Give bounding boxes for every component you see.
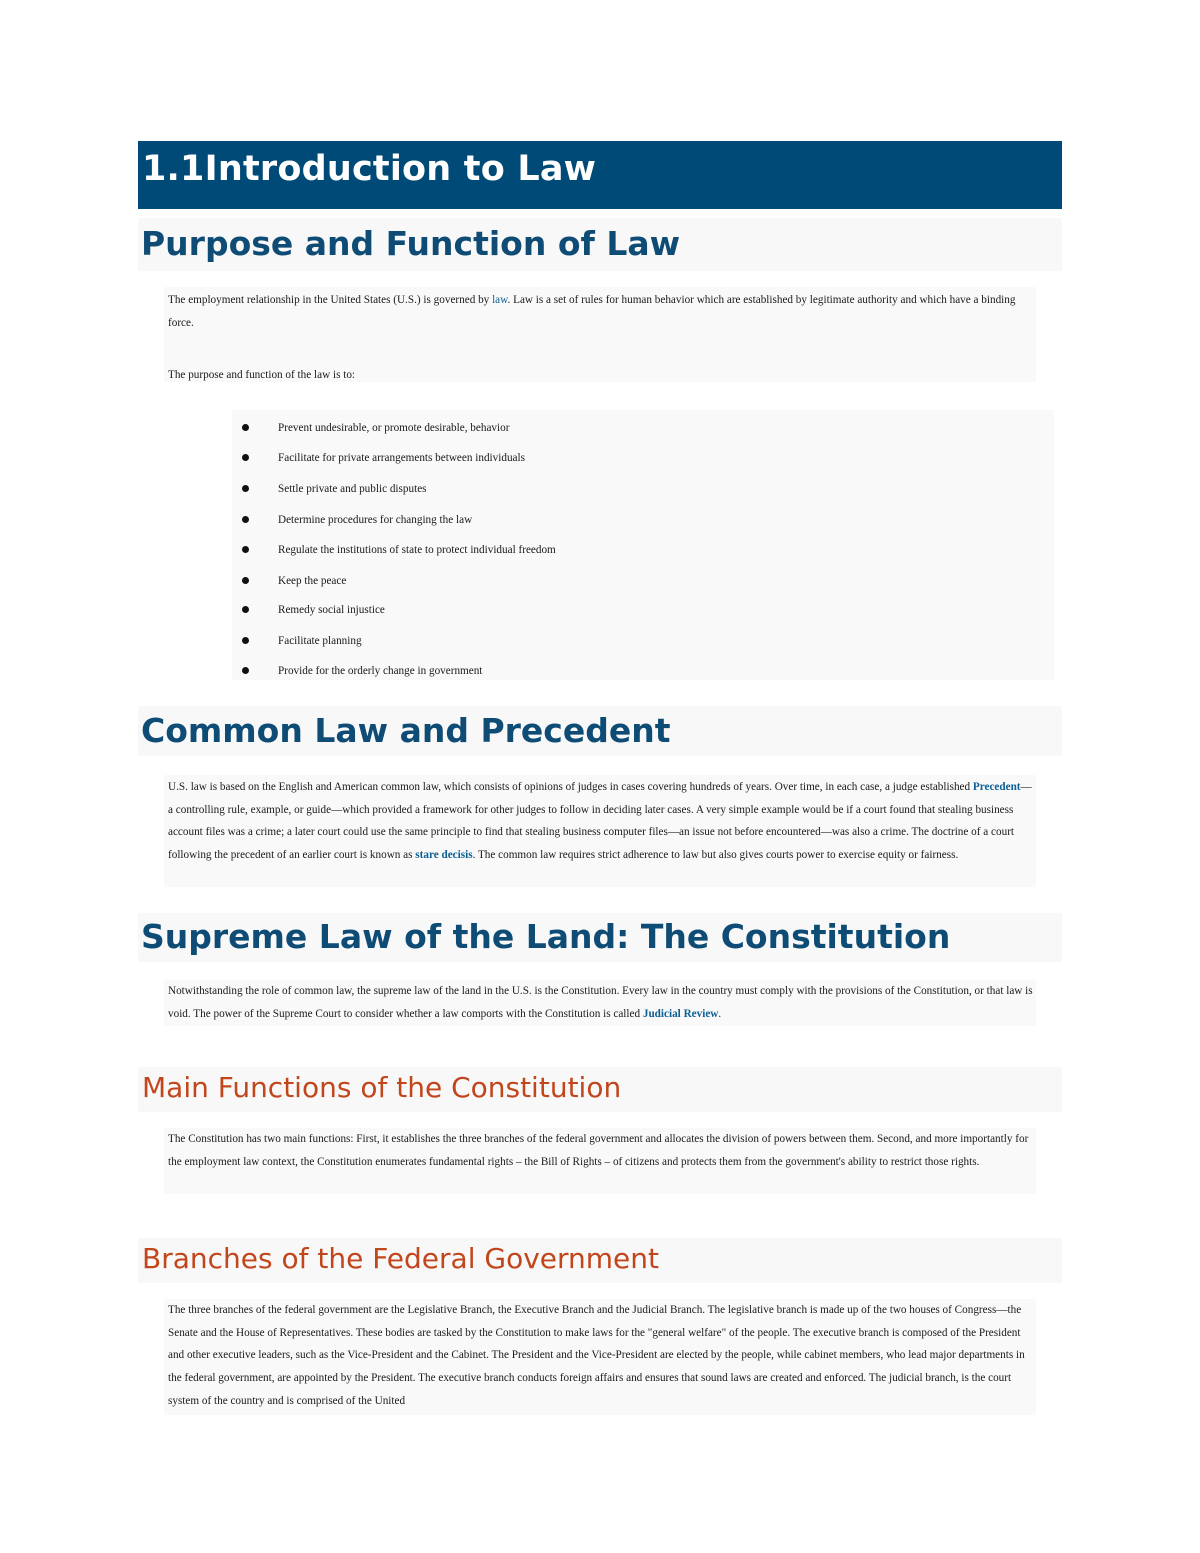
bullet-icon xyxy=(242,606,249,613)
law-link[interactable]: law xyxy=(492,294,508,306)
branches-paragraph: The three branches of the federal government are the Legislative Branch, the Executive Branch and the Judicial Branch. The legislative branch is made up of the two houses of Congress—the Senate and the House of Representatives. These bodies are tasked by the Constitution to make laws for the "general welfare" of the people. The executive branch is composed of the President and other executive leaders, such as the Vice-President and the Cabinet. The President and the Vice-President are elected by the people, while cabinet members, who lead major departments in the federal government, are appointed by the President. The executive branch conducts foreign affairs and ensures that sound laws are created and enforced. The judicial branch, is the court system of the country and is comprised of the United xyxy=(168,1304,1025,1407)
purpose-paragraph xyxy=(168,289,1034,334)
functions-heading: Main Functions of the Constitution xyxy=(142,1071,622,1104)
functions-paragraph: The Constitution has two main functions: First, it establishes the three branches of the federal government and allocates the division of powers between them. Second, and more importantly for the employment law context, the Constitution enumerates fundamental rights – the Bill of Rights – of citizens and protects them from the government's ability to restrict those rights. xyxy=(168,1133,1029,1168)
precedent-link[interactable]: Precedent xyxy=(972,781,1021,793)
list-item-text: Remedy social injustice xyxy=(278,604,385,616)
list-item-text: Determine procedures for changing the law xyxy=(278,514,473,526)
common-text-c: . The common law requires strict adherence to law but also gives courts power to exercise equity or fairness. xyxy=(472,849,959,862)
bullet-icon xyxy=(242,667,249,674)
common-text-b: —a controlling rule, example, or guide—which provided a framework for other judges to follow in deciding later cases. A very simple example would be if a court found that stealing business account files was a crime; a later court could use the same principle to find that stealing business computer files—an issue not before encountered—was also a crime. The doctrine of a court following the precedent of an earlier court is known as xyxy=(168,781,1032,862)
common-heading: Common Law and Precedent xyxy=(141,711,671,750)
list-item-text: Facilitate for private arrangements between individuals xyxy=(278,452,525,464)
supreme-text-b: . xyxy=(718,1007,722,1020)
judicial-review-link[interactable]: Judicial Review xyxy=(642,1007,719,1020)
common-paragraph xyxy=(168,776,1034,867)
list-item-text: Settle private and public disputes xyxy=(278,483,427,495)
list-item-text: Regulate the institutions of state to protect individual freedom xyxy=(278,544,556,556)
stare-decisis-link[interactable]: stare decisis xyxy=(415,849,473,862)
purpose-text-a: The employment relationship in the United States (U.S.) is governed by xyxy=(168,294,493,306)
bullet-icon xyxy=(242,516,249,523)
title-banner xyxy=(138,141,1062,209)
common-text-a: U.S. law is based on the English and American common law, which consists of opinions of judges in cases covering hundreds of years. Over time, in each case, a judge established xyxy=(168,781,973,793)
bullet-icon xyxy=(242,577,249,584)
bullet-icon xyxy=(242,424,249,431)
purpose-intro: The purpose and function of the law is to: xyxy=(168,369,356,381)
list-item-text: Provide for the orderly change in government xyxy=(278,665,483,677)
list-item-text: Prevent undesirable, or promote desirable, behavior xyxy=(278,422,510,434)
list-item-text: Facilitate planning xyxy=(278,635,362,647)
branches-heading-box xyxy=(138,1238,1062,1283)
purpose-heading: Purpose and Function of Law xyxy=(141,224,681,263)
supreme-heading-box xyxy=(138,913,1062,962)
bullet-icon xyxy=(242,637,249,644)
supreme-text-a: Notwithstanding the role of common law, the supreme law of the land in the U.S. is the Constitution. Every law in the country must comply with the provisions of the Constitution, or that law is void. The power of the Supreme Court to consider whether a law comports with the Constitution is called xyxy=(168,985,1033,1020)
supreme-heading: Supreme Law of the Land: The Constitution xyxy=(141,917,951,956)
bullet-icon xyxy=(242,485,249,492)
bullet-icon xyxy=(242,546,249,553)
page-title: 1.1Introduction to Law xyxy=(142,149,597,189)
bullet-icon xyxy=(242,454,249,461)
branches-heading: Branches of the Federal Government xyxy=(142,1242,659,1275)
common-heading-box xyxy=(138,706,1062,756)
purpose-heading-box xyxy=(138,218,1062,271)
list-item-text: Keep the peace xyxy=(278,575,347,587)
purpose-text-b: . Law is a set of rules for human behavior which are established by legitimate authority and which have a binding force. xyxy=(168,294,1016,329)
supreme-paragraph xyxy=(168,980,1034,1025)
functions-heading-box xyxy=(138,1067,1062,1112)
